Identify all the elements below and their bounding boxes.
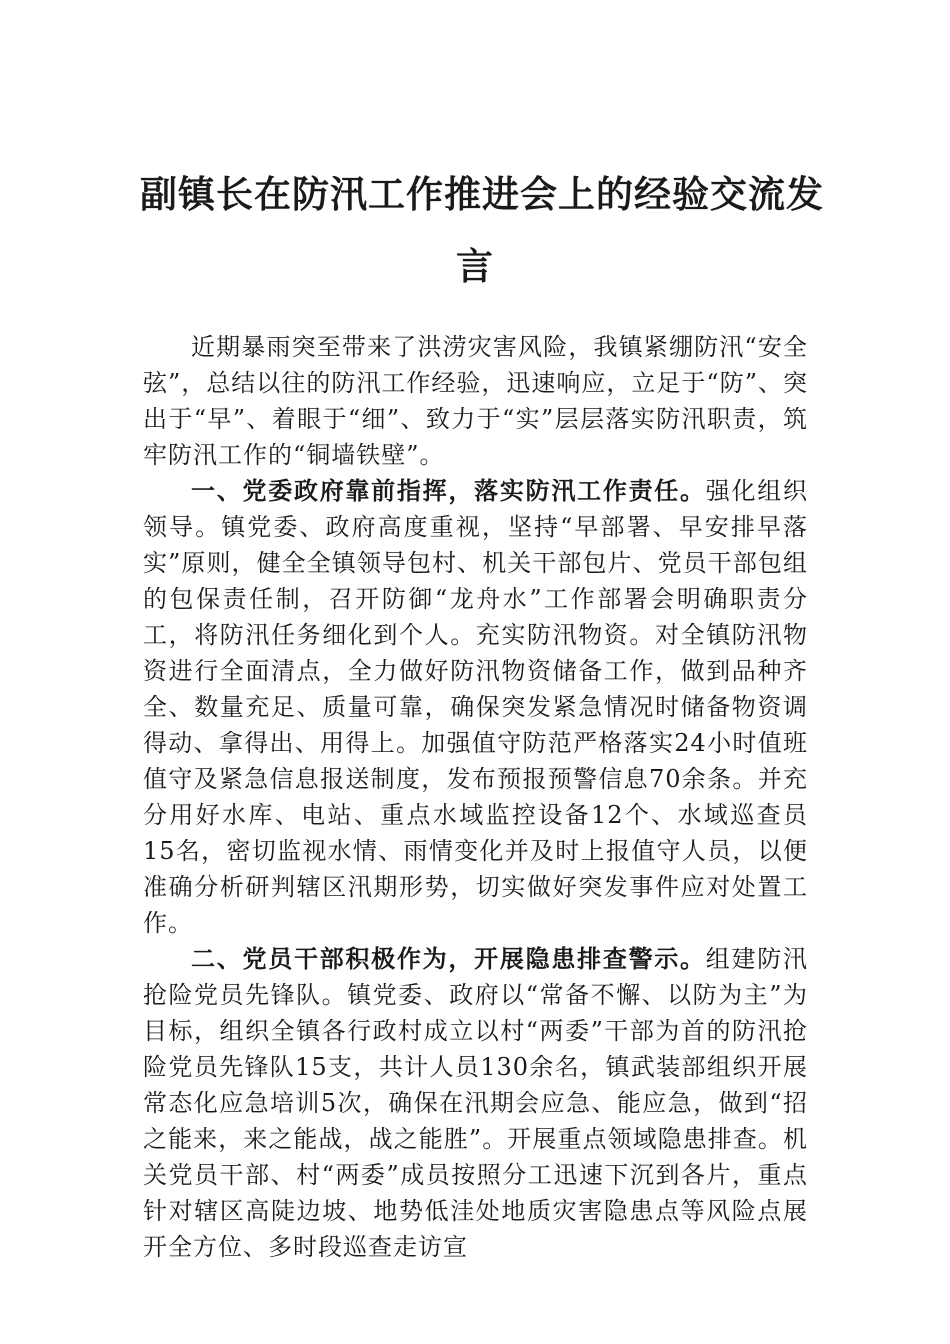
document-body	[143, 329, 808, 1265]
paragraph-text: 强化组织领导。镇党委、政府高度重视，坚持“早部署、早安排早落实”原则，健全全镇领导包村、机关干部包片、党员干部包组的包保责任制，召开防御“龙舟水”工作部署会明确职责分工，将防汛任务细化到个人。充实防汛物资。对全镇防汛物资进行全面清点，全力做好防汛物资储备工作，做到品种齐全、数量充足、质量可靠，确保突发紧急情况时储备物资调得动、拿得出、用得上。加强值守防范严格落实24小时值班值守及紧急信息报送制度，发布预报预警信息70余条。并充分用好水库、电站、重点水域监控设备12个、水域巡查员15名，密切监视水情、雨情变化并及时上报值守人员，以便准确分析研判辖区汛期形势，切实做好突发事件应对处置工作。	[143, 477, 808, 937]
paragraph-section-1	[143, 473, 808, 941]
paragraph-text: 近期暴雨突至带来了洪涝灾害风险，我镇紧绷防汛“安全弦”，总结以往的防汛工作经验，迅速响应，立足于“防”、突出于“早”、着眼于“细”、致力于“实”层层落实防汛职责，筑牢防汛工作的“铜墙铁壁”。	[143, 333, 808, 469]
paragraph-section-2	[143, 941, 808, 1265]
paragraph-text: 组建防汛抢险党员先锋队。镇党委、政府以“常备不懈、以防为主”为目标，组织全镇各行政村成立以村“两委”干部为首的防汛抢险党员先锋队15支，共计人员130余名，镇武装部组织开展常态化应急培训5次，确保在汛期会应急、能应急，做到“招之能来，来之能战，战之能胜”。开展重点领域隐患排查。机关党员干部、村“两委”成员按照分工迅速下沉到各片，重点针对辖区高陡边坡、地势低洼处地质灾害隐患点等风险点展开全方位、多时段巡查走访宣	[143, 945, 808, 1261]
section-heading: 一、党委政府靠前指挥，落实防汛工作责任。	[191, 476, 706, 505]
document-title	[140, 158, 824, 302]
title-line-2: 言	[456, 244, 494, 288]
section-heading: 二、党员干部积极作为，开展隐患排查警示。	[191, 944, 706, 973]
paragraph-intro	[143, 329, 808, 473]
title-line-1: 副镇长在防汛工作推进会上的经验交流发	[140, 172, 824, 216]
